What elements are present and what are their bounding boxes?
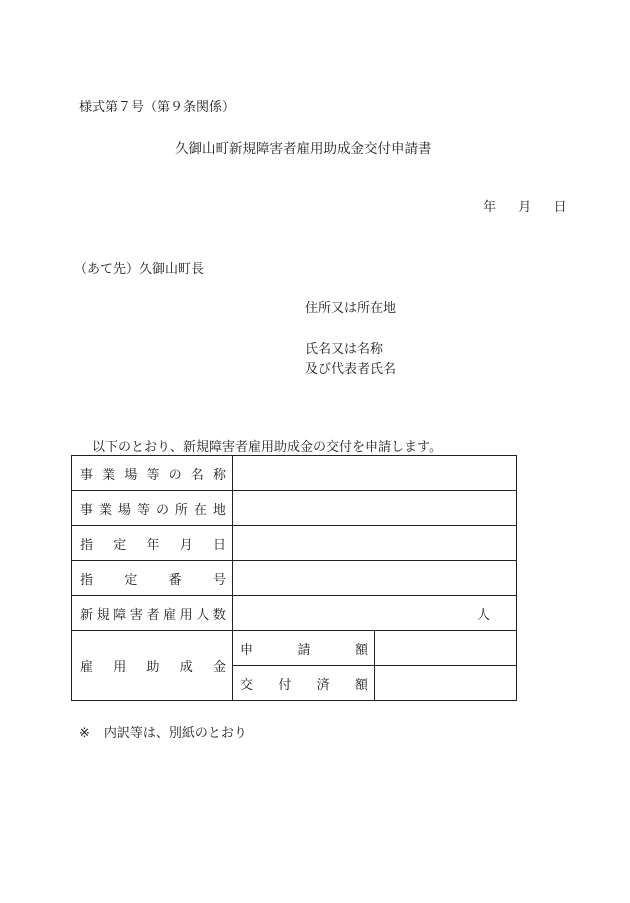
date-year: 年: [483, 200, 497, 215]
table-row: [72, 491, 517, 526]
value-cell-applied-amount[interactable]: [375, 631, 517, 666]
applied-amount-label: [233, 631, 375, 666]
label-char: 用: [179, 607, 193, 623]
name-label-line1: 氏名又は名称: [305, 342, 384, 357]
label-char: 所: [174, 502, 188, 518]
value-cell-headcount[interactable]: 人: [233, 596, 517, 631]
address-label: 住所又は所在地: [305, 301, 397, 316]
label-char: 請: [297, 642, 311, 658]
row-label: [72, 491, 233, 526]
paid-amount-label: [233, 666, 375, 701]
label-char: 申: [240, 642, 254, 658]
label-char: 番: [168, 572, 182, 588]
note-mark: ※: [79, 726, 90, 741]
date-month: 月: [518, 200, 532, 215]
label-char: 地: [212, 502, 226, 518]
label-char: 事: [80, 467, 94, 483]
row-label: [72, 596, 233, 631]
date-line: [483, 196, 567, 215]
label-char: 数: [212, 607, 226, 623]
label-char: 年: [146, 537, 160, 553]
label-char: 雇: [80, 660, 94, 675]
document-title: 久御山町新規障害者雇用助成金交付申請書: [175, 141, 432, 157]
label-char: 指: [80, 537, 94, 553]
form-number: 様式第７号（第９条関係）: [79, 100, 236, 115]
label-char: 定: [124, 572, 138, 588]
table-row: [72, 596, 517, 631]
addressee: （あて先）久御山町長: [74, 262, 205, 277]
label-char: 指: [80, 572, 94, 588]
value-cell-date[interactable]: [233, 526, 517, 561]
name-label-line2: 及び代表者氏名: [305, 362, 397, 377]
value-cell-number[interactable]: [233, 561, 517, 596]
table-row: [72, 631, 517, 666]
subsidy-label: [72, 631, 233, 701]
label-char: 者: [146, 607, 160, 623]
label-char: 規: [96, 607, 110, 623]
label-char: 業: [98, 502, 112, 518]
label-char: 新: [80, 607, 94, 623]
label-char: 号: [212, 572, 226, 588]
row-label: [72, 561, 233, 596]
label-char: 金: [212, 660, 226, 675]
table-row: [72, 526, 517, 561]
label-char: 害: [129, 607, 143, 623]
label-char: 事: [80, 502, 94, 518]
application-table: [71, 455, 517, 701]
label-char: 額: [354, 642, 368, 658]
label-char: 助: [146, 660, 160, 675]
label-char: 場: [124, 467, 138, 483]
label-char: 月: [179, 537, 193, 553]
label-char: 人: [196, 607, 210, 623]
label-char: 障: [113, 607, 127, 623]
note-text: 内訳等は、別紙のとおり: [103, 726, 247, 741]
table-row: [72, 456, 517, 491]
label-char: 業: [102, 467, 116, 483]
note: [79, 722, 247, 741]
label-char: 定: [113, 537, 127, 553]
date-day: 日: [553, 200, 567, 215]
label-char: の: [155, 502, 169, 518]
intro-text: 以下のとおり、新規障害者雇用助成金の交付を申請します。: [92, 440, 442, 455]
label-char: 済: [316, 677, 330, 693]
label-char: 交: [240, 677, 254, 693]
label-char: 額: [354, 677, 368, 693]
label-char: 等: [136, 502, 150, 518]
label-char: 用: [113, 660, 127, 675]
label-char: 在: [193, 502, 207, 518]
value-cell-address[interactable]: [233, 491, 517, 526]
row-label: [72, 526, 233, 561]
label-char: 等: [146, 467, 160, 483]
label-char: 付: [278, 677, 292, 693]
table-row: [72, 561, 517, 596]
label-char: 成: [179, 660, 193, 675]
label-char: 名: [190, 467, 204, 483]
value-cell-paid-amount[interactable]: [375, 666, 517, 701]
label-char: 称: [212, 467, 226, 483]
label-char: 雇: [163, 607, 177, 623]
label-char: の: [168, 467, 182, 483]
label-char: 日: [212, 537, 226, 553]
label-char: 場: [117, 502, 131, 518]
value-cell-name[interactable]: [233, 456, 517, 491]
row-label: [72, 456, 233, 491]
